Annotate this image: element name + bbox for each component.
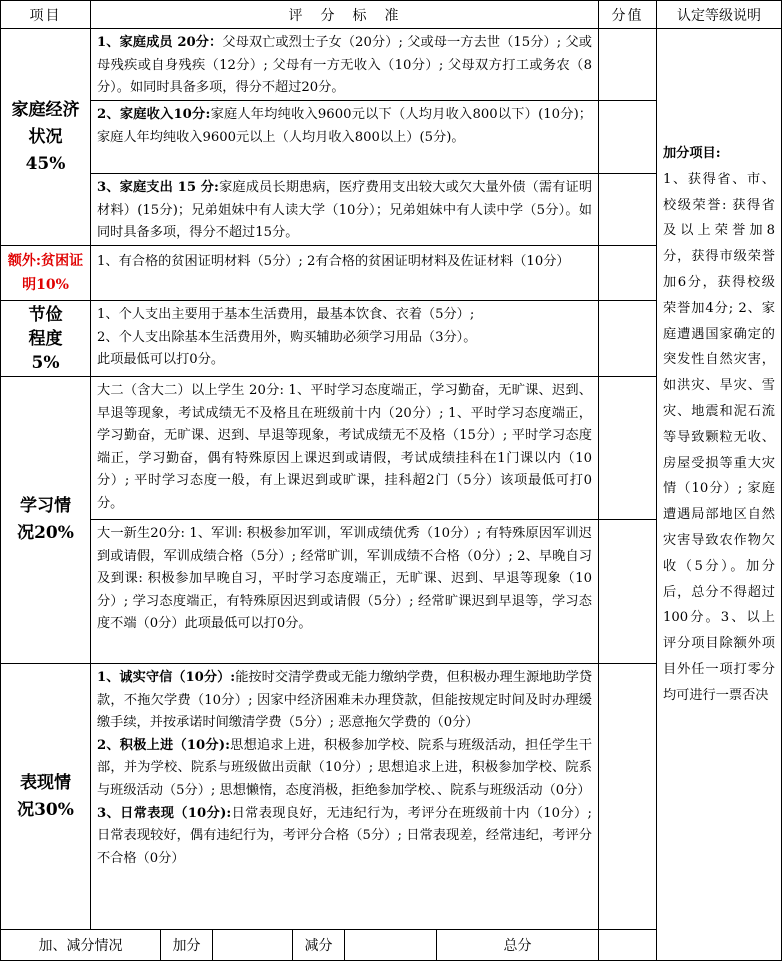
family-members-criteria	[90, 28, 598, 100]
performance-criteria	[90, 663, 598, 929]
bonus-note-text: 1、获得省、市、校级荣誉: 获得省及以上荣誉加8分，获得市级荣誉加6分，获得校级荣誉加4分; 2、家庭遭遇国家确定的突发性自然灾害，如洪灾、旱灾、雪灾、地震和泥石流等导致颗粒无收、房屋受损等重大灾情（10分）; 家庭遭遇局部地区自然灾害导致农作物欠收（5分）。加分后，总分不得超过100分。3、以上评分项目除额外项目外任一项打零分均可进行一票否决	[663, 171, 775, 703]
honesty-title: 1、诚实守信（10分）:	[97, 670, 236, 685]
header-grade-note: 认定等级说明	[656, 0, 782, 28]
progress-criteria	[97, 735, 592, 803]
study-senior-criteria: 大二（含大二）以上学生 20分: 1、平时学习态度端正，学习勤奋，无旷课、迟到、早退等现象，考试成绩无不及格且在班级前十内（20分）; 1、平时学习态度端正，学习勤奋，无旷课、迟到、早退等现象，考试成绩无不及格（15分）; 平时学习态度端正，学习勤奋，偶有特殊原因上课迟到或请假，考试成绩挂科在1门课以内（10分）; 平时学习态度一般，有上课迟到或旷课，挂科超2门（5分）该项最低可打0分。	[90, 376, 598, 519]
family-expense-criteria	[90, 173, 598, 245]
thrift-criteria	[90, 300, 598, 376]
progress-text: 思想追求上进，积极参加学校、院系与班级活动，担任学生干部，并为学校、院系与班级做出贡献（10分）; 思想追求上进，积极参加学校、院系与班级活动（5分）; 思想懒惰，态度消极，拒绝参加学校、、院系与班级活动（0分）	[97, 737, 593, 798]
family-income-title: 2、家庭收入10分:	[97, 107, 211, 122]
header-criteria: 评 分 标 准	[90, 0, 598, 28]
family-members-score-cell[interactable]	[598, 28, 656, 100]
thrift-line-2: 2、个人支出除基本生活费用外，购买辅助必须学习用品（3分）。	[97, 329, 477, 345]
performance-label: 表现情况30%	[0, 663, 90, 929]
extra-score-cell[interactable]	[598, 245, 656, 300]
honesty-text: 能按时交清学费或无能力缴纳学费，但积极办理生源地助学贷款，不拖欠学费（10分）; 因家中经济困难未办理贷款，但能按规定时间及时办理缓缴手续，并按承诺时间缴清学费（5分）; 恶意拖欠学费的（0分）	[97, 670, 593, 731]
daily-title: 3、日常表现（10分):	[97, 805, 232, 821]
family-expense-text: 家庭成员长期患病，医疗费用支出较大或欠大量外债（需有证明材料）(15分)；兄弟姐妹中有人读大学（10分）；兄弟姐妹中有人读中学（5分）。如同时具备多项，得分不超过15分。	[97, 180, 593, 241]
study-label: 学习情况20%	[0, 376, 90, 663]
footer-total-label: 总分	[436, 929, 598, 961]
family-income-score-cell[interactable]	[598, 100, 656, 173]
thrift-label: 节俭程度5%	[0, 300, 90, 376]
family-expense-title: 3、家庭支出 15 分:	[97, 180, 219, 195]
header-score: 分值	[598, 0, 656, 28]
family-economy-label: 家庭经济状况45%	[0, 28, 90, 245]
footer-total-value-cell[interactable]	[598, 929, 656, 961]
footer-minus-label: 减分	[292, 929, 344, 961]
footer-add-label: 加分	[160, 929, 212, 961]
daily-criteria	[97, 803, 592, 871]
footer-adjust-label: 加、减分情况	[0, 929, 160, 961]
study-freshman-score-cell[interactable]	[598, 519, 656, 663]
thrift-score-cell[interactable]	[598, 300, 656, 376]
header-item: 项目	[0, 0, 90, 28]
family-income-text: 家庭人年均纯收入9600元以下（人均月收入800以下）(10分)；家庭人年均纯收入9600元以上（人均月收入800以上）(5分)。	[97, 107, 592, 145]
daily-text: 日常表现良好，无违纪行为，考评分在班级前十内（10分）; 日常表现较好，偶有违纪行为，考评分合格（5分）; 日常表现差，经常违纪，考评分不合格（0分）	[97, 805, 592, 866]
family-expense-score-cell[interactable]	[598, 173, 656, 245]
progress-title: 2、积极上进（10分):	[97, 737, 230, 753]
study-freshman-criteria: 大一新生20分: 1、军训: 积极参加军训，军训成绩优秀（10分）; 有特殊原因军训迟到或请假，军训成绩合格（5分）; 经常旷训，军训成绩不合格（0分）; 2、早晚自习及到课: 积极参加早晚自习，平时学习态度端正，无旷课、迟到、早退等现象（10分）; 学习态度端正，有特殊原因迟到或请假（5分）; 经常旷课迟到早退等，学习态度不端（0分）此项最低可以打0分。	[90, 519, 598, 663]
family-income-criteria	[90, 100, 598, 173]
footer-add-value-cell[interactable]	[212, 929, 292, 961]
performance-score-cell[interactable]	[598, 663, 656, 929]
study-senior-score-cell[interactable]	[598, 376, 656, 519]
footer-minus-value-cell[interactable]	[344, 929, 436, 961]
extra-label: 额外:贫困证明10%	[0, 245, 90, 300]
bonus-note-title: 加分项目:	[663, 146, 721, 161]
honesty-criteria	[97, 667, 592, 735]
bonus-note	[656, 28, 782, 961]
extra-criteria: 1、有合格的贫困证明材料（5分）; 2有合格的贫困证明材料及佐证材料（10分）	[90, 245, 598, 300]
thrift-line-1: 1、个人支出主要用于基本生活费用，最基本饮食、衣着（5分）;	[97, 307, 475, 322]
thrift-line-3: 此项最低可以打0分。	[97, 352, 225, 368]
family-members-text: 父母双亡或烈士子女（20分）; 父或母一方去世（15分）; 父或母残疾或自身残疾（12分）; 父母有一方无收入（10分）; 父母双方打工或务农（8分）。如同时具备多项，得分不超过20分。	[97, 35, 592, 96]
family-members-title: 1、家庭成员 20分：	[97, 35, 223, 50]
